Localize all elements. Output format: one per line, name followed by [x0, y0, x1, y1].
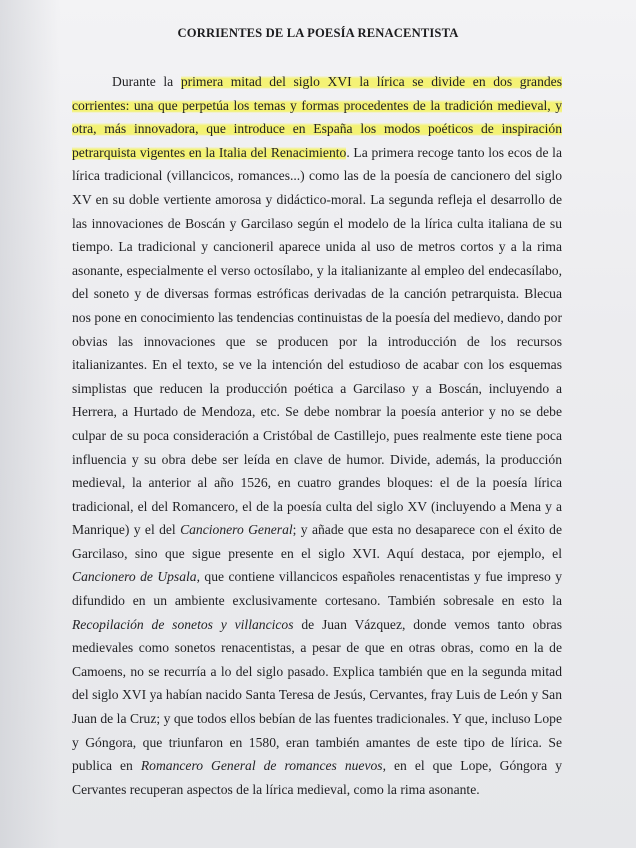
text-segment: , que contiene villancicos españoles renacentistas y fue impreso y difundido en un ambiente exclusivamente cortesano. También sobresale en esto la	[72, 569, 562, 609]
italic-title-cancionero-general: Cancionero General	[180, 522, 293, 538]
page-shadow	[0, 0, 60, 848]
text-segment: ; y añade que esta no desaparece con el éxito de Garcilaso, sino que sigue presente en el siglo XVI. Aquí destaca, por ejemplo, el	[72, 522, 563, 561]
text-segment: , en el que Lope, Góngora y Cervantes recuperan aspectos de la lírica medieval, como la rima asonante.	[72, 758, 562, 797]
text-segment: . La primera recoge tanto los ecos de la lírica tradicional (villancicos, romances...) como las de la poesía de cancionero del siglo XV en su doble vertiente amorosa y didáctico-moral. La segunda refleja el desarrollo de las innovaciones de Boscán y Garcilaso según el modelo de la lírica culta italiana de su tiempo. La tradicional y cancioneril aparece unida al uso de metros cortos y a la rima asonante, especialmente el verso octosílabo, y la italianizante al empleo del endecasílabo, del soneto y de diversas formas estróficas derivadas de la canción petrarquista. Blecua nos pone en conocimiento las tendencias continuistas de la poesía del medievo, dando por obvias las innovaciones que se producen por la introducción de los recursos italianizantes. En el texto, se ve la intención del estudioso de acabar con los esquemas simplistas que reducen la producción poética a Garcilaso y a Boscán, incluyendo a Herrera, a Hurtado de Mendoza, etc. Se debe nombrar la poesía anterior y no se debe culpar de su poca consideración a Cristóbal de Castillejo, pues realmente este tiene poca influencia y su obra debe ser leída en clave de humor. Divide, además, la producción medieval, la anterior al año 1526, en cuatro grandes bloques: el de la poesía lírica tradicional, el del Romancero, el de la poesía culta del siglo XV (incluyendo a Mena y a Manrique) y el del	[72, 144, 562, 538]
body-paragraph	[72, 70, 562, 801]
italic-title-romancero-general: Romancero General de romances nuevos	[140, 758, 383, 774]
text-segment: de Juan Vázquez, donde vemos tanto obras medievales como sonetos renacentistas, a pesar de que en otras obras, como en la de Camoens, no se recurría a lo del siglo pasado. Explica también que en la segunda mitad del siglo XVI ya habían nacido Santa Teresa de Jesús, Cervantes, fray Luis de León y San Juan de la Cruz; y que todos ellos bebían de las fuentes tradicionales. Y que, incluso Lope y Góngora, que triunfaron en 1580, eran también amantes de este tipo de lírica. Se publica en	[72, 616, 562, 774]
italic-title-cancionero-upsala: Cancionero de Upsala	[72, 569, 197, 585]
highlighted-text: primera mitad del siglo XVI la lírica se divide en dos grandes corrientes: una que perpetúa los temas y formas procedentes de la tradición medieval, y otra, más innovadora, que introduce en España los modos poéticos de inspiración petrarquista vigentes en la Italia del Renacimiento	[72, 74, 563, 160]
text-segment: Durante la	[112, 74, 181, 89]
page-title: CORRIENTES DE LA POESÍA RENACENTISTA	[177, 26, 459, 40]
italic-title-recopilacion: Recopilación de sonetos y villancicos	[72, 616, 294, 632]
